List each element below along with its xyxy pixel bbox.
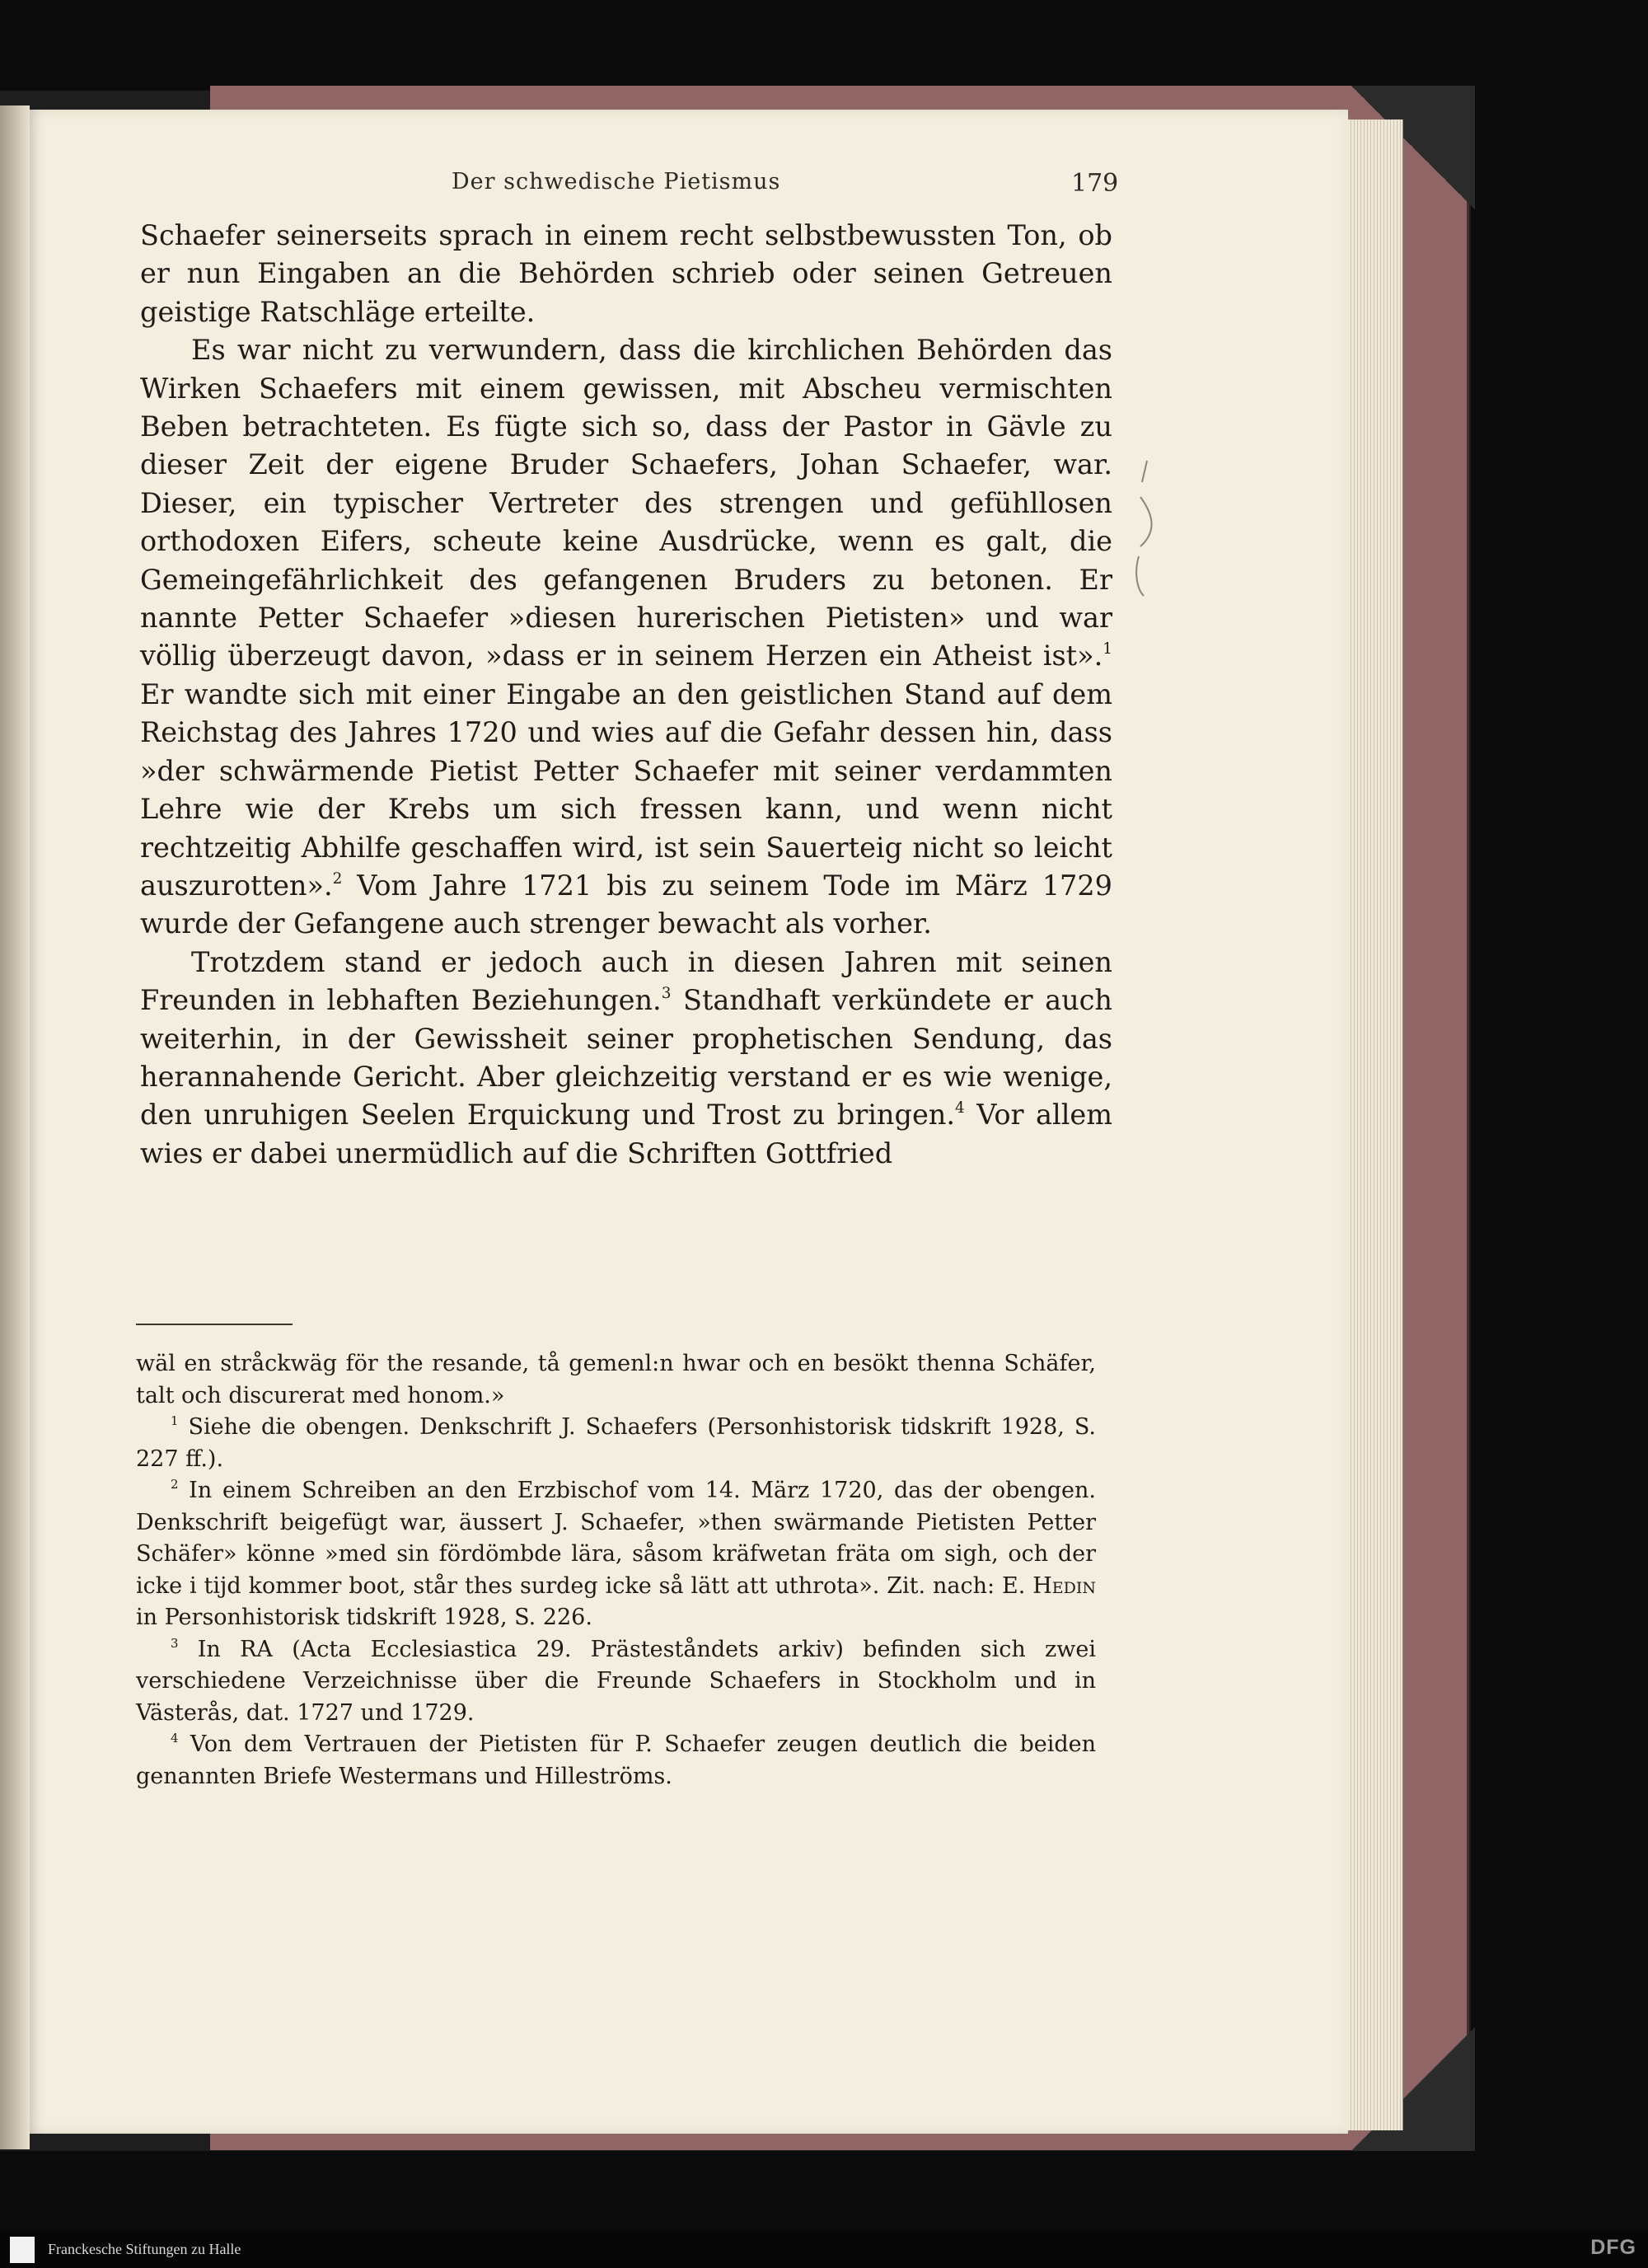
previous-page-edge: [0, 105, 30, 2149]
paragraph-2-text-b: Er wandte sich mit einer Eingabe an den geistlichen Stand auf dem Reichstag des Jahres 1720 und wies auf die Gefahr dessen hin, dass »der schwärmende Pietist Petter Schaefer mit seiner verdammten Lehre wie der Krebs um sich fressen kann, und wenn nicht rechtzeitig Abhilfe geschaffen wird, ist sein Sauerteig nicht so leicht auszurotten».: [140, 677, 1112, 902]
paragraph-2-text-c: Vom Jahre 1721 bis zu seinem Tode im März 1729 wurde der Gefangene auch strenger bewacht als vorher.: [140, 869, 1112, 940]
dfg-logo[interactable]: DFG: [1590, 2236, 1636, 2259]
footnote-3-marker: 3: [171, 1635, 179, 1651]
footnote-2-author: Hedin: [1032, 1572, 1096, 1599]
footnote-ref-3[interactable]: 3: [661, 985, 672, 1003]
footnote-3-text: In RA (Acta Ecclesiastica 29. Prästeståndets arkiv) befinden sich zwei verschiedene Verzeichnisse über die Freunde Schaefers in Stockholm und in Västerås, dat. 1727 und 1729.: [136, 1636, 1096, 1726]
footnote-ref-1[interactable]: 1: [1103, 640, 1112, 658]
footnote-continued: [136, 1348, 1096, 1412]
footnotes: [136, 1348, 1096, 1792]
footnote-ref-2[interactable]: 2: [332, 870, 343, 888]
footnote-4: [136, 1729, 1096, 1792]
main-text: [140, 217, 1112, 1173]
footnote-4-marker: 4: [171, 1730, 179, 1746]
paragraph-3-text-c: Vor allem wies er dabei unermüdlich auf die Schriften Gottfried: [140, 1099, 1112, 1169]
footnote-continued-text: wäl en stråckwäg för the resande, tå gemenl:n hwar och en besökt thenna Schäfer, talt och discurerat med honom.»: [136, 1351, 1096, 1408]
paragraph-3-text-b: Standhaft verkündete er auch weiterhin, in der Gewissheit seiner prophetischen Sendung, das herannahende Gericht. Aber gleichzeitig verstand er es wie wenige, den unruhigen Seelen Erquickung und Trost zu bringen.: [140, 984, 1113, 1132]
footnote-2-marker: 2: [171, 1476, 179, 1492]
paragraph-1: [140, 217, 1112, 331]
running-header: Der schwedische Pietismus: [452, 169, 781, 194]
footnote-1-marker: 1: [171, 1413, 179, 1428]
paragraph-3: [140, 944, 1112, 1173]
footnote-2-text-b: in Personhistorisk tidskrift 1928, S. 226.: [136, 1605, 592, 1630]
page-number: 179: [1071, 169, 1119, 198]
footnote-1-text: Siehe die obengen. Denkschrift J. Schaefers (Personhistorisk tidskrift 1928, S. 227 ff.).: [136, 1414, 1096, 1472]
institution-logo-icon[interactable]: [10, 2237, 35, 2263]
paragraph-1-text: Schaefer seinerseits sprach in einem recht selbstbewussten Ton, ob er nun Eingaben an die Behörden schrieb oder seinen Getreuen geistige Ratschläge erteilte.: [140, 219, 1112, 328]
footnote-2: [136, 1475, 1096, 1634]
paragraph-2: [140, 331, 1112, 944]
footnote-2-text-a: In einem Schreiben an den Erzbischof vom 14. März 1720, das der obengen. Denkschrift beigefügt war, äussert J. Schaefer, »then swärmande Pietisten Petter Schäfer» könne »med sin fördömbde lära, såsom kräfwetan fräta om sigh, och der icke i tijd kommer boot, står thes surdeg icke så lätt att uthrota». Zit. nach: E.: [136, 1478, 1096, 1599]
paragraph-2-text-a: Es war nicht zu verwundern, dass die kirchlichen Behörden das Wirken Schaefers mit einem gewissen, mit Abscheu vermischten Beben betrachteten. Es fügte sich so, dass der Pastor in Gävle zu dieser Zeit der eigene Bruder Schaefers, Johan Schaefer, war. Dieser, ein typischer Vertreter des strengen und gefühllosen orthodoxen Eifers, scheute keine Ausdrücke, wenn es galt, die Gemeingefährlichkeit des gefangenen Bruders zu betonen. Er nannte Petter Schaefer »diesen hurerischen Pietisten» und war völlig überzeugt davon, »dass er in seinem Herzen ein Atheist ist».: [140, 334, 1112, 672]
page-stack-edge: [1345, 119, 1403, 2130]
viewer-footer: [0, 2231, 1648, 2268]
footnote-ref-4[interactable]: 4: [955, 1099, 965, 1118]
institution-label[interactable]: Franckesche Stiftungen zu Halle: [48, 2241, 241, 2257]
paragraph-3-text-a: Trotzdem stand er jedoch auch in diesen Jahren mit seinen Freunden in lebhaften Beziehungen.: [140, 945, 1112, 1017]
footnote-3: [136, 1634, 1096, 1730]
pencil-margin-mark: [1129, 457, 1162, 597]
footnote-4-text: Von dem Vertrauen der Pietisten für P. Schaefer zeugen deutlich die beiden genannten Briefe Westermans und Hilleströms.: [136, 1731, 1096, 1789]
footnote-separator: [136, 1324, 293, 1325]
footnote-1: [136, 1412, 1096, 1475]
